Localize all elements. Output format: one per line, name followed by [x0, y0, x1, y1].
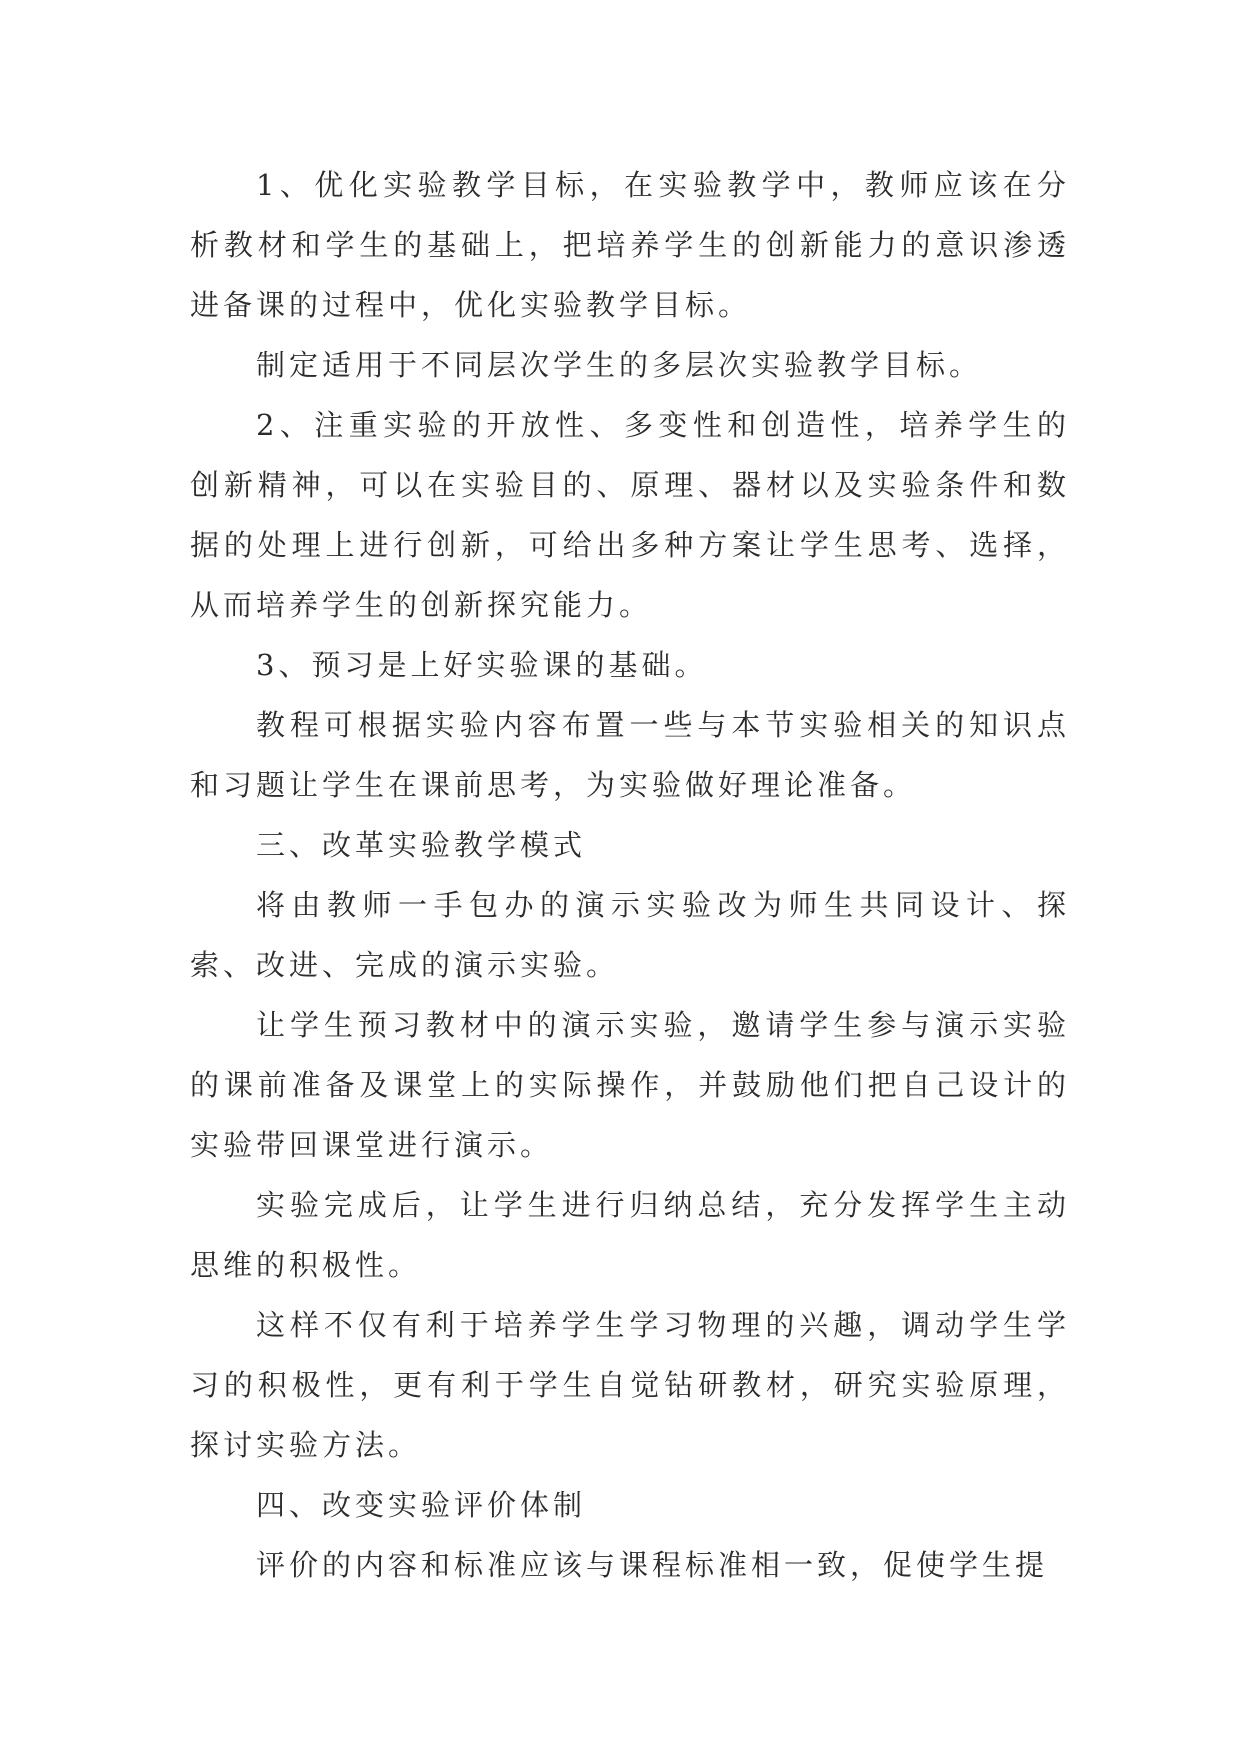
paragraph-10: 评价的内容和标准应该与课程标准相一致，促使学生提 — [256, 1548, 1049, 1582]
paragraph-8: 实验完成后，让学生进行归纳总结，充分发挥学生主动思维的积极性。 — [190, 1188, 1070, 1282]
paragraph-6: 将由教师一手包办的演示实验改为师生共同设计、探索、改进、完成的演示实验。 — [190, 888, 1070, 982]
paragraph-7: 让学生预习教材中的演示实验，邀请学生参与演示实验的课前准备及课堂上的实际操作，并鼓励他们把自己设计的实验带回课堂进行演示。 — [190, 1008, 1070, 1162]
paragraph-1: 1、优化实验教学目标，在实验教学中，教师应该在分析教材和学生的基础上，把培养学生的创新能力的意识渗透进备课的过程中，优化实验教学目标。 — [190, 168, 1070, 322]
section-heading-4: 四、改变实验评价体制 — [256, 1488, 587, 1522]
paragraph-4: 3、预习是上好实验课的基础。 — [256, 648, 708, 682]
document-body — [190, 155, 1070, 1595]
paragraph-5: 教程可根据实验内容布置一些与本节实验相关的知识点和习题让学生在课前思考，为实验做好理论准备。 — [190, 708, 1070, 802]
paragraph-9: 这样不仅有利于培养学生学习物理的兴趣，调动学生学习的积极性，更有利于学生自觉钻研教材，研究实验原理，探讨实验方法。 — [190, 1308, 1070, 1462]
paragraph-2: 制定适用于不同层次学生的多层次实验教学目标。 — [256, 348, 983, 382]
paragraph-3: 2、注重实验的开放性、多变性和创造性，培养学生的创新精神，可以在实验目的、原理、器材以及实验条件和数据的处理上进行创新，可给出多种方案让学生思考、选择，从而培养学生的创新探究能力。 — [190, 408, 1070, 622]
section-heading-3: 三、改革实验教学模式 — [256, 828, 587, 862]
